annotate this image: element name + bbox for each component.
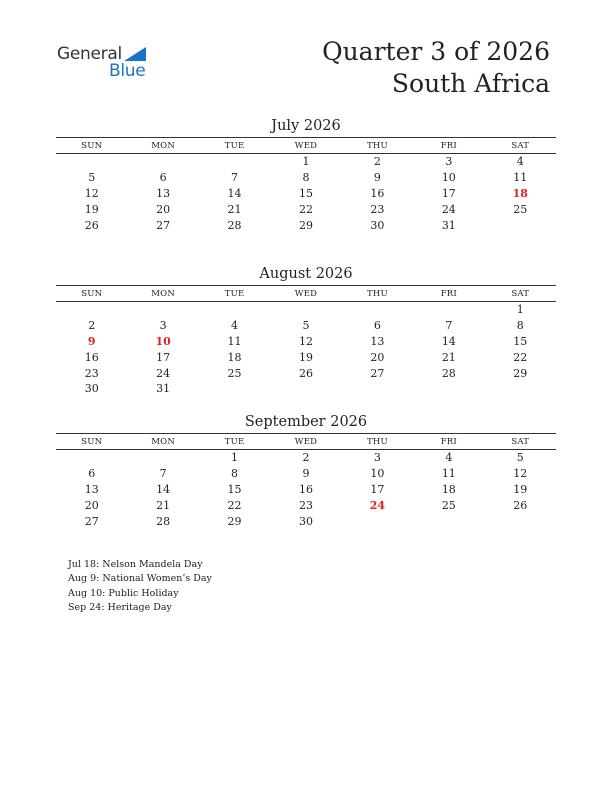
day-cell: 15 bbox=[513, 334, 528, 348]
month-title: August 2026 bbox=[259, 266, 353, 282]
week-row bbox=[56, 318, 556, 334]
day-cell: 19 bbox=[513, 482, 528, 496]
holiday-note: Sep 24: Heritage Day bbox=[68, 601, 172, 613]
day-cell: 27 bbox=[84, 514, 99, 528]
week-row bbox=[56, 349, 556, 365]
logo-triangle-icon bbox=[124, 47, 146, 61]
title-country: South Africa bbox=[391, 69, 550, 98]
day-cell: 12 bbox=[84, 186, 99, 200]
weekday-label: SAT bbox=[511, 436, 530, 447]
day-cell: 3 bbox=[445, 155, 453, 169]
week-row bbox=[56, 482, 556, 498]
day-cell: 7 bbox=[231, 171, 239, 185]
day-cell: 13 bbox=[370, 334, 385, 348]
weekday-header bbox=[56, 285, 556, 302]
day-cell: 31 bbox=[441, 218, 456, 232]
week-row bbox=[56, 201, 556, 217]
day-cell: 23 bbox=[370, 202, 385, 216]
day-cell: 26 bbox=[298, 366, 313, 380]
week-row bbox=[56, 497, 556, 513]
day-cell: 2 bbox=[302, 451, 310, 465]
day-cell: 16 bbox=[84, 350, 99, 364]
week-row bbox=[56, 170, 556, 186]
day-cell: 22 bbox=[298, 202, 313, 216]
day-cell: 21 bbox=[227, 202, 242, 216]
day-cell: 13 bbox=[84, 482, 99, 496]
day-cell: 5 bbox=[88, 171, 96, 185]
month-calendar bbox=[56, 116, 556, 233]
holiday-note: Jul 18: Nelson Mandela Day bbox=[68, 559, 203, 570]
day-cell: 6 bbox=[373, 319, 381, 333]
weekday-label: MON bbox=[151, 140, 175, 151]
day-cell: 12 bbox=[298, 334, 313, 348]
day-cell: 1 bbox=[302, 155, 310, 169]
day-cell: 28 bbox=[441, 366, 456, 380]
week-row bbox=[56, 365, 556, 381]
weekday-label: MON bbox=[151, 288, 175, 299]
weekday-label: WED bbox=[294, 140, 318, 151]
day-cell: 2 bbox=[373, 155, 381, 169]
day-cell: 15 bbox=[298, 186, 313, 200]
week-row bbox=[56, 466, 556, 482]
day-cell: 14 bbox=[441, 334, 456, 348]
day-cell: 16 bbox=[370, 186, 385, 200]
day-cell: 26 bbox=[513, 498, 528, 512]
day-cell: 20 bbox=[84, 498, 99, 512]
day-cell: 14 bbox=[156, 482, 171, 496]
weekday-header bbox=[56, 433, 556, 450]
day-cell: 9 bbox=[87, 334, 96, 348]
logo-text-blue: Blue bbox=[109, 61, 146, 81]
day-cell: 18 bbox=[441, 482, 456, 496]
title-quarter: Quarter 3 of 2026 bbox=[322, 37, 550, 66]
day-cell: 27 bbox=[156, 218, 171, 232]
day-cell: 13 bbox=[156, 186, 171, 200]
day-cell: 1 bbox=[231, 451, 239, 465]
weekday-label: MON bbox=[151, 436, 175, 447]
day-cell: 25 bbox=[227, 366, 242, 380]
page-title bbox=[322, 36, 550, 100]
weekday-label: SUN bbox=[81, 140, 103, 151]
day-cell: 10 bbox=[370, 467, 385, 481]
day-cell: 28 bbox=[227, 218, 242, 232]
day-cell: 6 bbox=[88, 467, 96, 481]
weekday-label: FRI bbox=[440, 288, 457, 299]
day-cell: 29 bbox=[513, 366, 528, 380]
day-cell: 7 bbox=[445, 319, 453, 333]
month-title: September 2026 bbox=[244, 414, 368, 430]
day-cell: 20 bbox=[156, 202, 171, 216]
day-cell: 19 bbox=[84, 202, 99, 216]
day-cell: 29 bbox=[227, 514, 242, 528]
weekday-label: SAT bbox=[511, 288, 530, 299]
day-cell: 20 bbox=[370, 350, 385, 364]
day-cell: 6 bbox=[159, 171, 167, 185]
weekday-header bbox=[56, 137, 556, 154]
generalblue-logo bbox=[57, 44, 157, 80]
week-row bbox=[56, 381, 556, 397]
day-cell: 30 bbox=[370, 218, 385, 232]
day-cell: 4 bbox=[231, 319, 239, 333]
day-cell: 30 bbox=[84, 382, 99, 396]
day-cell: 21 bbox=[156, 498, 171, 512]
week-row bbox=[56, 186, 556, 202]
day-cell: 11 bbox=[441, 467, 456, 481]
day-cell: 5 bbox=[302, 319, 310, 333]
day-cell: 28 bbox=[156, 514, 171, 528]
weekday-label: TUE bbox=[224, 436, 245, 447]
day-cell: 17 bbox=[370, 482, 385, 496]
day-cell: 21 bbox=[441, 350, 456, 364]
week-row bbox=[56, 154, 556, 170]
weekday-label: TUE bbox=[224, 140, 245, 151]
day-cell: 26 bbox=[84, 218, 99, 232]
day-cell: 24 bbox=[156, 366, 171, 380]
day-cell: 16 bbox=[298, 482, 313, 496]
day-cell: 8 bbox=[516, 319, 524, 333]
day-cell: 5 bbox=[516, 451, 524, 465]
weekday-label: THU bbox=[366, 140, 388, 151]
holiday-note: Aug 9: National Women’s Day bbox=[68, 573, 212, 585]
day-cell: 23 bbox=[84, 366, 99, 380]
weekday-label: FRI bbox=[440, 436, 457, 447]
day-cell: 24 bbox=[441, 202, 456, 216]
day-cell: 27 bbox=[370, 366, 385, 380]
day-cell: 7 bbox=[159, 467, 167, 481]
week-row bbox=[56, 302, 556, 318]
day-cell: 10 bbox=[155, 334, 171, 348]
month-calendar bbox=[56, 412, 556, 529]
day-cell: 10 bbox=[441, 171, 456, 185]
month-calendar bbox=[56, 264, 556, 397]
day-cell: 8 bbox=[302, 171, 310, 185]
week-row bbox=[56, 450, 556, 466]
day-cell: 22 bbox=[227, 498, 242, 512]
month-title: July 2026 bbox=[271, 118, 341, 134]
day-cell: 14 bbox=[227, 186, 242, 200]
day-cell: 19 bbox=[298, 350, 313, 364]
day-cell: 29 bbox=[298, 218, 313, 232]
day-cell: 8 bbox=[231, 467, 239, 481]
weekday-label: FRI bbox=[440, 140, 457, 151]
day-cell: 18 bbox=[512, 186, 528, 200]
day-cell: 17 bbox=[441, 186, 456, 200]
day-cell: 22 bbox=[513, 350, 528, 364]
logo-text-general: General bbox=[57, 44, 122, 64]
day-cell: 18 bbox=[227, 350, 242, 364]
day-cell: 30 bbox=[298, 514, 313, 528]
day-cell: 1 bbox=[516, 303, 524, 317]
day-cell: 11 bbox=[513, 171, 528, 185]
day-cell: 3 bbox=[159, 319, 167, 333]
weekday-label: TUE bbox=[224, 288, 245, 299]
day-cell: 17 bbox=[156, 350, 171, 364]
day-cell: 25 bbox=[441, 498, 456, 512]
day-cell: 4 bbox=[445, 451, 453, 465]
day-cell: 4 bbox=[516, 155, 524, 169]
day-cell: 2 bbox=[88, 319, 96, 333]
weekday-label: SAT bbox=[511, 140, 530, 151]
day-cell: 9 bbox=[302, 467, 310, 481]
weekday-label: WED bbox=[294, 436, 318, 447]
weekday-label: SUN bbox=[81, 436, 103, 447]
day-cell: 12 bbox=[513, 467, 528, 481]
weekday-label: WED bbox=[294, 288, 318, 299]
day-cell: 3 bbox=[373, 451, 381, 465]
day-cell: 23 bbox=[298, 498, 313, 512]
weekday-label: THU bbox=[366, 436, 388, 447]
holiday-note: Aug 10: Public Holiday bbox=[68, 587, 179, 599]
week-row bbox=[56, 217, 556, 233]
week-row bbox=[56, 334, 556, 350]
holiday-notes bbox=[68, 558, 212, 615]
day-cell: 11 bbox=[227, 334, 242, 348]
day-cell: 31 bbox=[156, 382, 171, 396]
day-cell: 24 bbox=[369, 498, 386, 512]
week-row bbox=[56, 513, 556, 529]
weekday-label: THU bbox=[366, 288, 388, 299]
day-cell: 15 bbox=[227, 482, 242, 496]
day-cell: 9 bbox=[373, 171, 381, 185]
weekday-label: SUN bbox=[81, 288, 103, 299]
day-cell: 25 bbox=[513, 202, 528, 216]
